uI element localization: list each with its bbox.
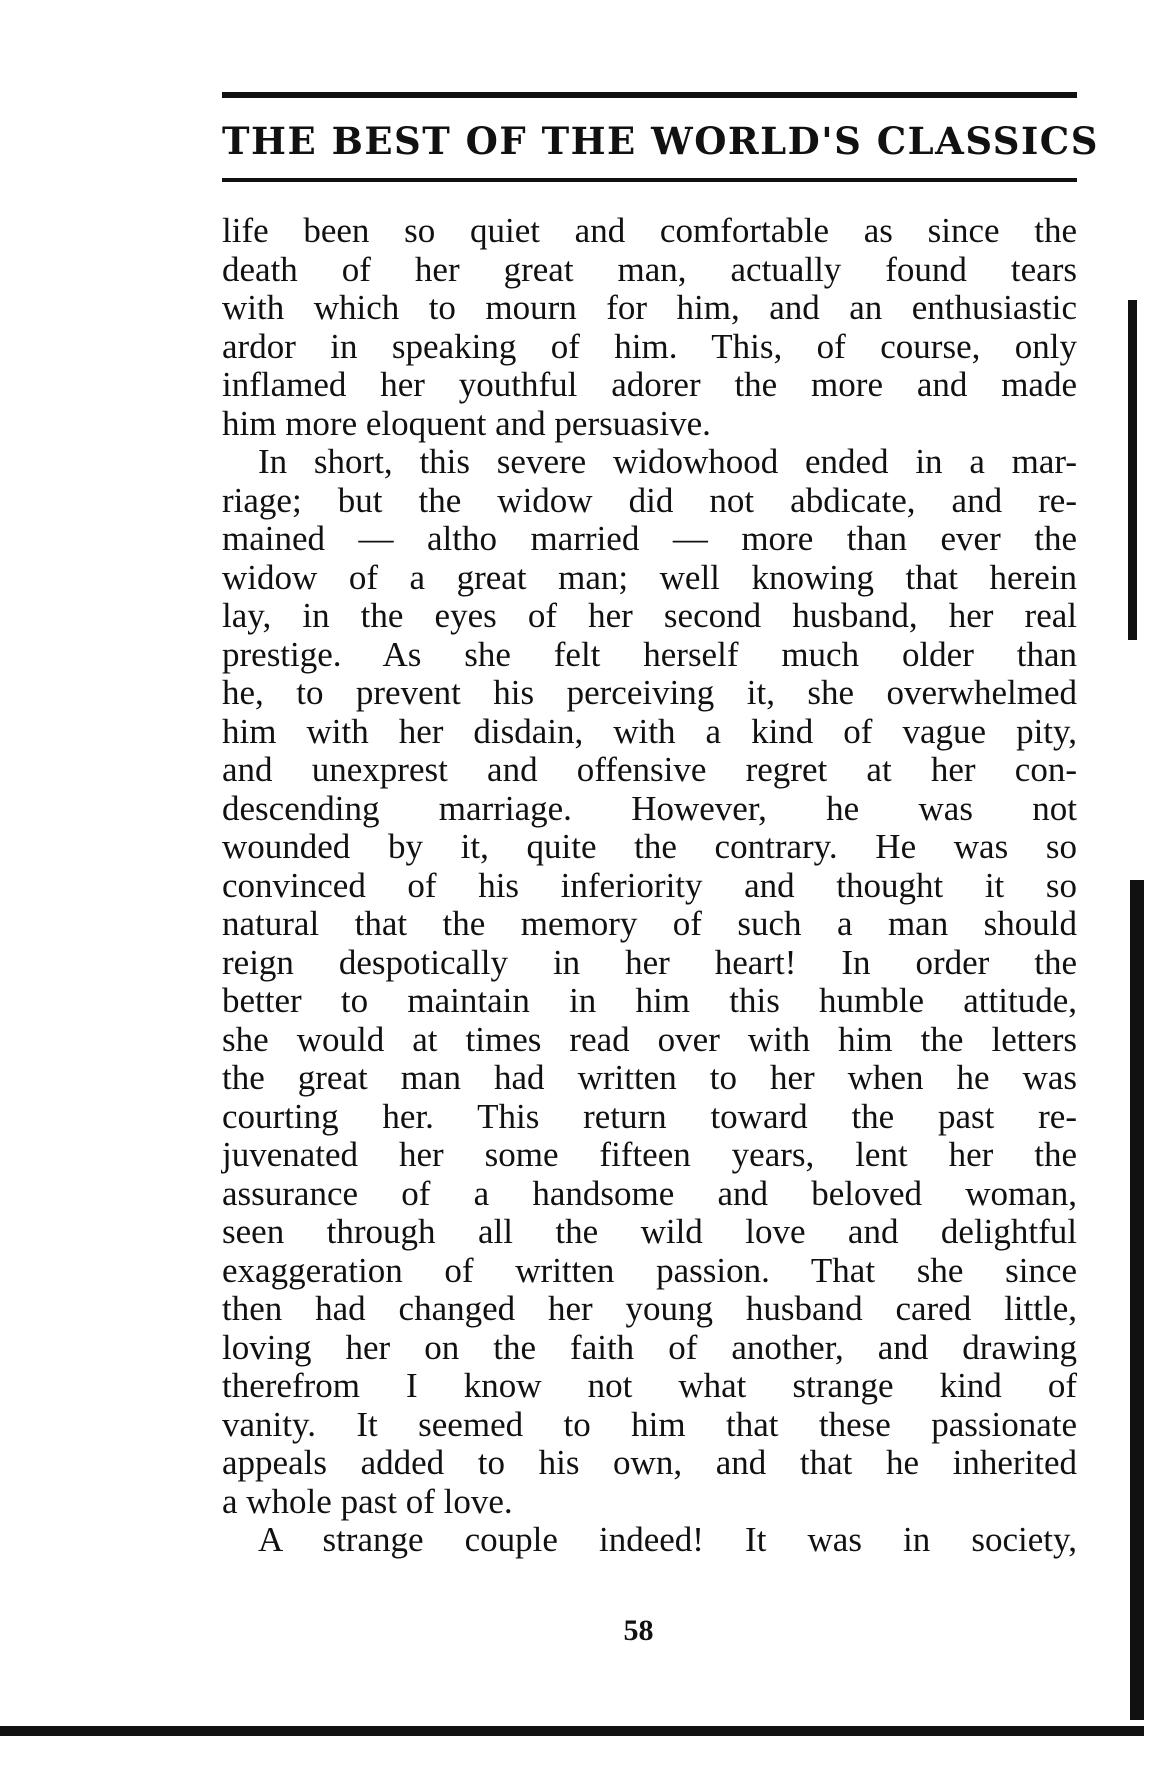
text-line: lay, in the eyes of her second husband, her real — [222, 596, 1077, 635]
text-line: juvenated her some fifteen years, lent her the — [222, 1135, 1077, 1174]
text-line: then had changed her young husband cared little, — [222, 1289, 1077, 1328]
text-line: she would at times read over with him the letters — [222, 1019, 1077, 1059]
text-line: courting her. This return toward the past re- — [222, 1096, 1077, 1136]
page-number: 58 — [623, 1614, 654, 1647]
text-line: death of her great man, actually found tears — [222, 249, 1077, 289]
text-line: a whole past of love. — [222, 1481, 513, 1521]
text-line: descending marriage. However, he was not — [222, 788, 1077, 828]
text-line: riage; but the widow did not abdicate, and re- — [222, 480, 1077, 520]
scan-edge-mark — [1130, 880, 1144, 1720]
paragraph-start-line: A strange couple indeed! It was in society, — [258, 1520, 1077, 1559]
scan-edge-bar — [0, 1726, 1144, 1736]
scan-edge-mark — [1128, 300, 1137, 640]
body-text — [222, 212, 1077, 1560]
header-rule-bottom — [222, 178, 1077, 182]
running-title: THE BEST OF THE WORLD'S CLASSICS — [222, 119, 1099, 163]
text-line: reign despotically in her heart! In order the — [222, 942, 1077, 982]
text-line: loving her on the faith of another, and drawing — [222, 1327, 1077, 1367]
text-line: him more eloquent and persuasive. — [222, 403, 711, 443]
paragraph-start-line: In short, this severe widowhood ended in a mar- — [258, 442, 1077, 481]
text-line: better to maintain in him this humble attitude, — [222, 981, 1077, 1020]
text-line: exaggeration of written passion. That she since — [222, 1250, 1077, 1290]
text-line: seen through all the wild love and delightful — [222, 1212, 1077, 1251]
text-line: prestige. As she felt herself much older than — [222, 634, 1077, 674]
text-line: with which to mourn for him, and an enthusiastic — [222, 288, 1077, 327]
text-line: him with her disdain, with a kind of vague pity, — [222, 711, 1077, 751]
text-line: he, to prevent his perceiving it, she overwhelmed — [222, 673, 1077, 712]
text-line: mained — altho married — more than ever the — [222, 519, 1077, 558]
text-line: wounded by it, quite the contrary. He was so — [222, 827, 1077, 866]
text-line: therefrom I know not what strange kind of — [222, 1366, 1077, 1405]
text-line: inflamed her youthful adorer the more and made — [222, 365, 1077, 404]
text-line: widow of a great man; well knowing that herein — [222, 557, 1077, 597]
header-rule-top — [222, 92, 1077, 98]
text-line: life been so quiet and comfortable as since the — [222, 211, 1077, 250]
text-line: natural that the memory of such a man should — [222, 904, 1077, 943]
text-line: vanity. It seemed to him that these passionate — [222, 1404, 1077, 1444]
text-line: assurance of a handsome and beloved woman, — [222, 1173, 1077, 1213]
text-line: the great man had written to her when he was — [222, 1058, 1077, 1097]
text-line: and unexprest and offensive regret at her con- — [222, 750, 1077, 789]
text-line: appeals added to his own, and that he inherited — [222, 1443, 1077, 1482]
text-line: convinced of his inferiority and thought it so — [222, 865, 1077, 905]
text-line: ardor in speaking of him. This, of course, only — [222, 326, 1077, 366]
